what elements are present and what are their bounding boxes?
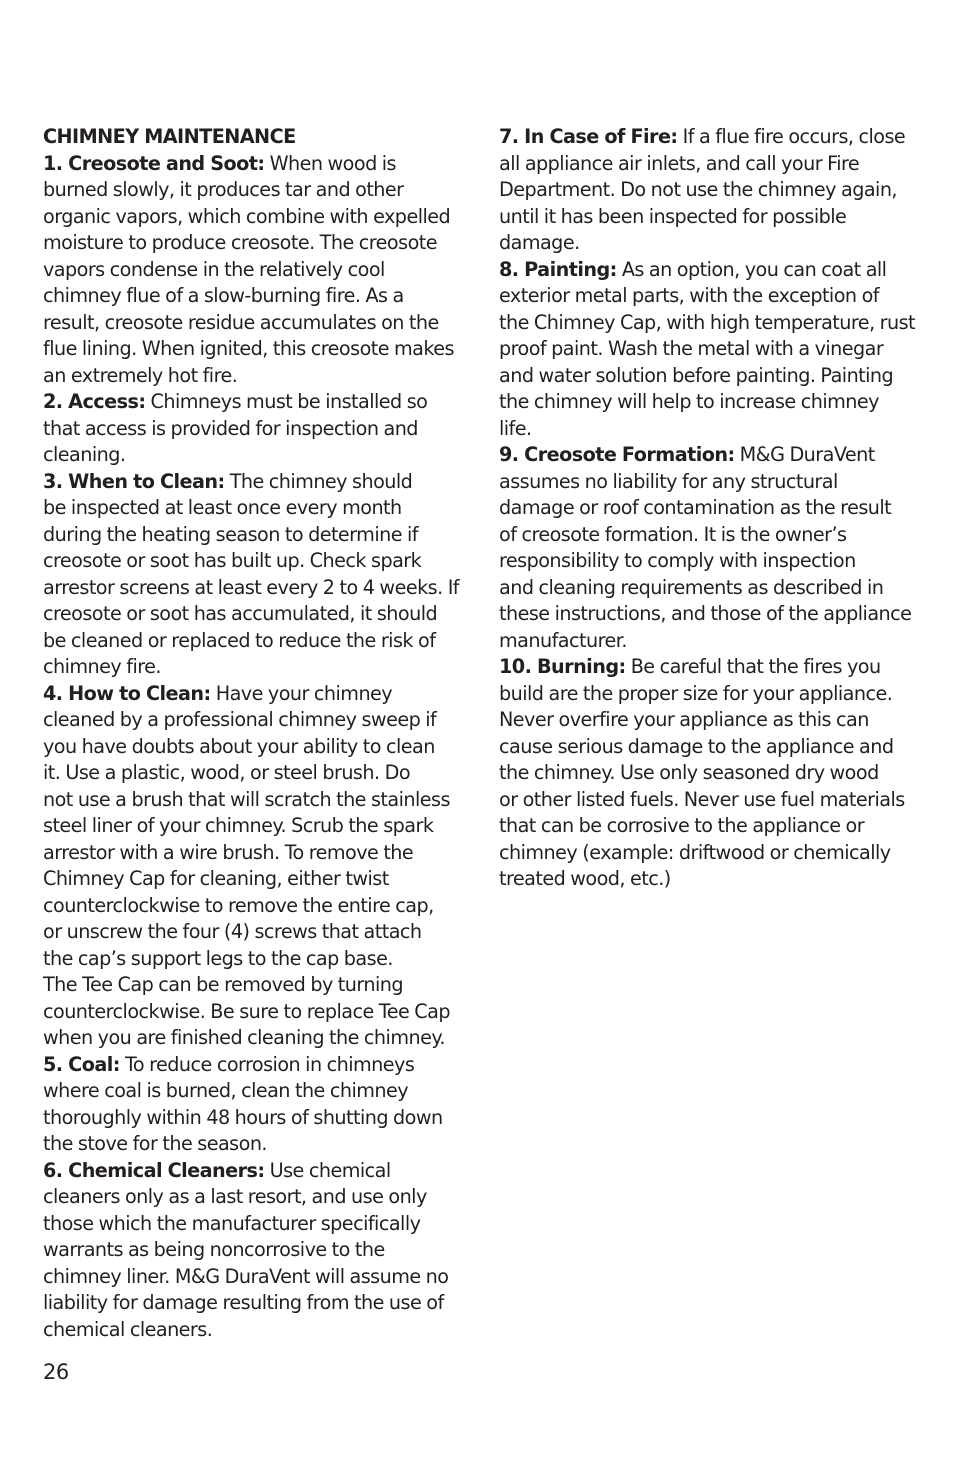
item-line [499,257,919,284]
item-text: When wood is [269,151,396,175]
item-line [499,283,919,310]
item-line [499,760,919,787]
item-label: 1. Creosote and Soot: [43,151,265,175]
item-text: steel liner of your chimney. Scrub the spark [43,814,434,837]
item-line [43,601,463,628]
item-line [499,310,919,337]
item-line [499,575,919,602]
item-text: or unscrew the four (4) screws that attach [43,920,422,943]
item-text: of creosote formation. It is the owner’s [499,522,847,546]
item-line [43,1025,463,1052]
item-line [499,840,919,867]
item-text: manufacturer. [499,628,627,652]
item-line [499,601,919,628]
item-line [43,1158,463,1185]
maintenance-item [43,681,463,1052]
item-text: Use chemical [269,1158,391,1182]
item-text: proof paint. Wash the metal with a vinegar [499,337,884,360]
item-line [499,866,919,893]
item-line [43,336,463,363]
right-items [499,124,919,893]
item-line [499,151,919,178]
item-line [43,681,463,708]
item-line [43,177,463,204]
item-line [43,310,463,337]
item-line [499,363,919,390]
item-text: counterclockwise to remove the entire cap, [43,893,434,917]
item-text: the cap’s support legs to the cap base. [43,946,393,970]
maintenance-item [43,389,463,469]
item-line [499,628,919,655]
item-text: arrestor screens at least every 2 to 4 weeks. If [43,575,460,599]
item-text: it. Use a plastic, wood, or steel brush. Do [43,761,411,784]
item-line [43,363,463,390]
item-text: that can be corrosive to the appliance or [499,814,865,837]
item-line [499,389,919,416]
item-label: 10. Burning: [499,655,626,678]
item-text: The chimney should [229,469,413,493]
item-text: where coal is burned, clean the chimney [43,1079,409,1102]
item-text: chimney (example: driftwood or chemically [499,840,891,864]
item-text: burned slowly, it produces tar and other [43,178,404,201]
item-line [499,177,919,204]
item-text: cleaned by a professional chimney sweep if [43,708,437,731]
item-line [499,707,919,734]
item-text: those which the manufacturer specifically [43,1211,421,1235]
item-line [499,442,919,469]
item-line [43,495,463,522]
item-text: result, creosote residue accumulates on the [43,310,439,334]
item-text: As an option, you can coat all [621,257,887,281]
item-line [499,495,919,522]
item-text: an extremely hot fire. [43,363,238,387]
item-line [43,1052,463,1079]
item-text: you have doubts about your ability to clean [43,734,435,758]
section-heading: CHIMNEY MAINTENANCE [43,125,296,148]
maintenance-item [499,124,919,257]
item-text: not use a brush that will scratch the stainless [43,787,450,811]
item-label: 8. Painting: [499,257,617,281]
item-line [43,787,463,814]
item-line [43,1105,463,1132]
item-text: The Tee Cap can be removed by turning [43,973,404,996]
item-text: and water solution before painting. Painting [499,363,894,387]
item-text: flue lining. When ignited, this creosote makes [43,337,454,360]
item-line [499,734,919,761]
item-label: 2. Access: [43,390,146,413]
item-line [43,734,463,761]
left-items [43,151,463,1344]
item-line [43,813,463,840]
maintenance-item [499,257,919,443]
item-line [43,204,463,231]
item-line [43,257,463,284]
item-line [499,230,919,257]
item-line [43,389,463,416]
item-text: To reduce corrosion in chimneys [124,1052,415,1076]
item-line [43,654,463,681]
item-line [499,654,919,681]
item-line [43,946,463,973]
item-line [43,628,463,655]
item-label: 6. Chemical Cleaners: [43,1158,265,1182]
item-line [43,760,463,787]
item-text: be inspected at least once every month [43,496,402,519]
item-text: arrestor with a wire brush. To remove the [43,840,414,864]
item-line [43,522,463,549]
item-line [499,469,919,496]
item-text: chimney liner. M&G DuraVent will assume no [43,1264,449,1288]
item-text: life. [499,416,532,440]
item-text: until it has been inspected for possible [499,204,847,228]
item-text: cleaning. [43,443,126,466]
item-line [43,1131,463,1158]
item-line [43,548,463,575]
item-text: build are the proper size for your appliance. [499,681,893,705]
item-text: creosote or soot has accumulated, it should [43,602,438,625]
item-line [499,204,919,231]
item-label: 4. How to Clean: [43,681,211,705]
item-text: If a flue fire occurs, close [682,125,906,148]
item-label: 7. In Case of Fire: [499,125,678,148]
item-line [499,813,919,840]
item-text: the chimney. Use only seasoned dry wood [499,761,879,784]
item-line [499,124,919,151]
item-text: vapors condense in the relatively cool [43,257,385,281]
maintenance-item [43,1052,463,1158]
item-text: liability for damage resulting from the use of [43,1291,444,1314]
item-text: Chimney Cap for cleaning, either twist [43,867,389,890]
item-line [43,416,463,443]
item-line [499,522,919,549]
item-line [43,1237,463,1264]
item-text: treated wood, etc.) [499,867,671,890]
item-text: M&G DuraVent [739,443,875,466]
item-line [43,999,463,1026]
item-text: warrants as being noncorrosive to the [43,1238,385,1261]
item-line [43,919,463,946]
item-text: these instructions, and those of the appliance [499,602,912,625]
item-text: organic vapors, which combine with expelled [43,204,451,228]
maintenance-item [43,469,463,681]
item-line [499,416,919,443]
item-text: Never overfire your appliance as this can [499,708,869,731]
item-text: exterior metal parts, with the exception of [499,284,879,307]
item-text: that access is provided for inspection and [43,416,418,440]
item-text: chimney fire. [43,655,161,678]
item-text: damage. [499,231,580,254]
item-line [499,548,919,575]
item-line [43,1211,463,1238]
item-text: cause serious damage to the appliance and [499,734,894,758]
item-text: and cleaning requirements as described in [499,575,884,599]
item-line [43,707,463,734]
item-line [43,866,463,893]
item-text: or other listed fuels. Never use fuel materials [499,787,905,811]
item-line [499,336,919,363]
item-text: Have your chimney [215,681,393,705]
item-text: Chimneys must be installed so [150,390,428,413]
item-line [43,1290,463,1317]
item-text: thoroughly within 48 hours of shutting down [43,1105,443,1129]
item-text: chimney flue of a slow-burning fire. As a [43,284,404,307]
item-label: 9. Creosote Formation: [499,443,735,466]
item-line [43,1264,463,1291]
item-line [43,1078,463,1105]
item-line [43,469,463,496]
item-line [43,575,463,602]
item-text: all appliance air inlets, and call your Fire [499,151,860,175]
item-line [43,442,463,469]
left-column [43,124,463,1343]
item-line [43,1184,463,1211]
item-label: 3. When to Clean: [43,469,225,493]
maintenance-item [43,1158,463,1344]
item-line [499,681,919,708]
item-line [43,840,463,867]
maintenance-item [499,654,919,893]
item-text: cleaners only as a last resort, and use only [43,1185,427,1208]
page-number: 26 [43,1360,69,1384]
item-text: be cleaned or replaced to reduce the risk of [43,628,436,652]
item-label: 5. Coal: [43,1052,120,1076]
item-line [499,787,919,814]
item-text: assumes no liability for any structural [499,469,838,493]
item-text: chemical cleaners. [43,1317,213,1341]
maintenance-item [43,151,463,390]
item-line [43,893,463,920]
item-text: counterclockwise. Be sure to replace Tee Cap [43,999,450,1023]
item-text: Department. Do not use the chimney again, [499,178,897,201]
item-line [43,283,463,310]
item-line [43,230,463,257]
item-text: moisture to produce creosote. The creosote [43,231,437,254]
item-text: the stove for the season. [43,1132,267,1155]
item-text: the chimney will help to increase chimney [499,390,879,413]
item-line [43,1317,463,1344]
item-line [43,972,463,999]
maintenance-item [499,442,919,654]
item-text: responsibility to comply with inspection [499,549,856,572]
item-text: creosote or soot has built up. Check spark [43,549,422,572]
item-line [43,151,463,178]
item-text: Be careful that the fires you [630,655,881,678]
item-text: the Chimney Cap, with high temperature, rust [499,310,916,334]
right-column [499,124,919,893]
item-text: during the heating season to determine if [43,522,419,546]
item-text: damage or roof contamination as the result [499,496,892,519]
item-text: when you are finished cleaning the chimney. [43,1026,445,1049]
